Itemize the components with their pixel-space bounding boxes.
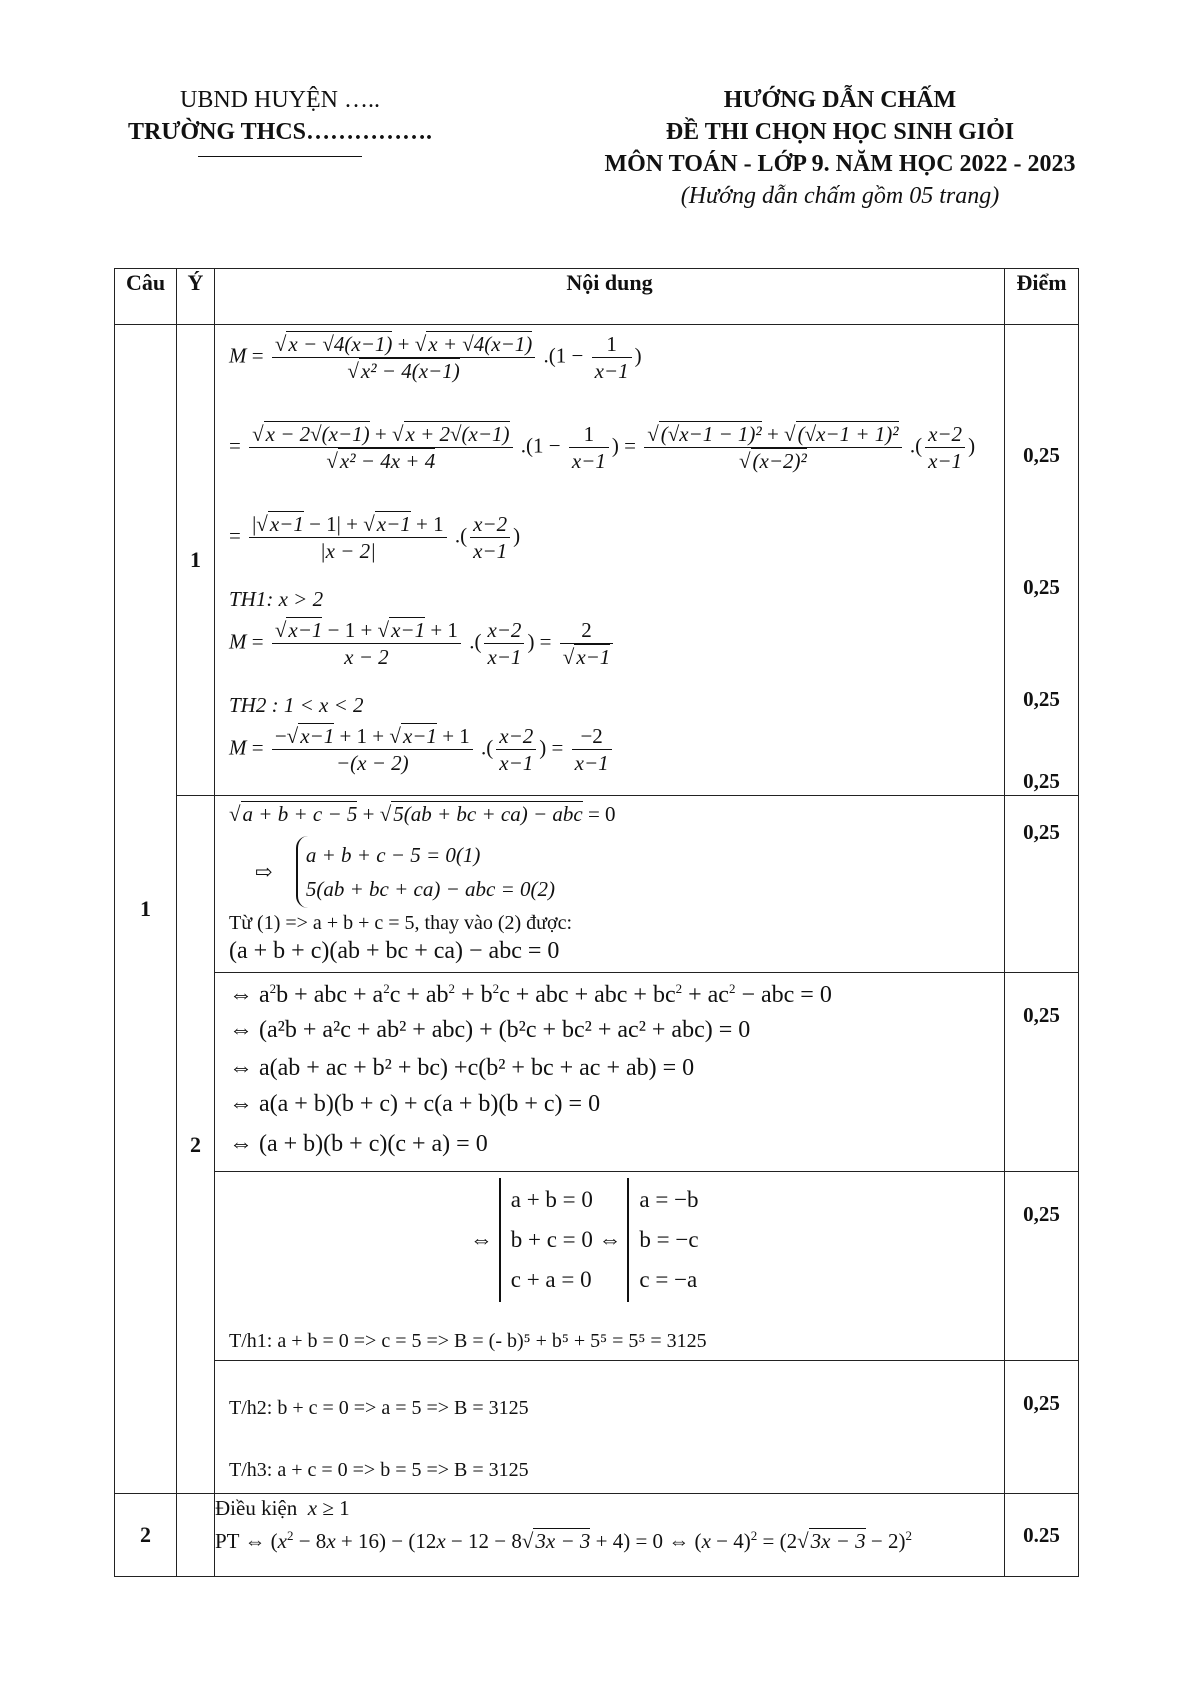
score: 0,25	[1023, 687, 1060, 711]
equation-pt: PT ⇔ $(x^2 - 8x + 16) - (12x - 12 - 8√3x - 3 + 4) = 0$ ⇔ $(x - 4)^2 = (2√3x - 3 - 2)^2$	[215, 1528, 912, 1553]
score: 0,25	[1023, 575, 1060, 599]
score-cell	[1005, 1494, 1079, 1577]
pt-label: PT	[215, 1529, 240, 1553]
table-row	[115, 1361, 1079, 1494]
case-th-h2: T/h2: b + c = 0 => a = 5 => B = 3125	[229, 1397, 529, 1419]
question-number: 1	[115, 325, 177, 1494]
system-equations: ⇨ a + b + c − 5 = 0(1) 5(ab + bc + ca) − abc = 0(2)	[255, 836, 555, 908]
case2-c: c = −a	[639, 1267, 698, 1292]
formula-case1: M = $\frac{√x-1 - 1 + √x-1 + 1}{x - 2}$ .( $\frac{x-2}{x-1}$ ) = $\frac{2}{√x-1}$	[229, 617, 616, 671]
formula-step-1: = $\frac{√x - 2√(x-1) + √x + 2√(x-1)}{\text{√x² − 4x + 4}}$ .(1 − $\frac{1}{x-1}$ ) = $\frac{\text{√(√x−1 − 1)² + √(√x−1 + 1)²}}{\text{√(x−2)²}}$ .( $\frac{x-2}{x-1}$ )	[229, 422, 976, 474]
content-cell	[215, 1494, 1005, 1577]
score-cell	[1005, 1172, 1079, 1361]
formula-step-2: = $\frac{|√x-1 - 1| + √x-1 + 1}{|x - 2|}$ .( $\frac{x-2}{x-1}$ )	[229, 512, 521, 564]
score-cell	[1005, 973, 1079, 1172]
case1-b: b + c = 0	[510, 1227, 593, 1252]
content-cell	[215, 973, 1005, 1172]
col-diem-header: Điểm	[1005, 269, 1079, 325]
question-number: 2	[115, 1494, 177, 1577]
case-th-h3: T/h3: a + c = 0 => b = 5 => B = 3125	[229, 1459, 529, 1481]
page-note: (Hướng dẫn chấm gồm 05 trang)	[680, 183, 1000, 209]
table-row	[115, 796, 1079, 973]
case-th-h1: T/h1: a + b = 0 => c = 5 => B = (- b)⁵ + b⁵ + 5⁵ = 5⁵ = 3125	[229, 1330, 707, 1352]
table-row	[115, 1494, 1079, 1577]
equation-line-5: ⇔ (a + b)(b + c)(c + a) = 0	[229, 1131, 488, 1157]
content-cell	[215, 796, 1005, 973]
score: 0,25	[1023, 1003, 1060, 1027]
case2-b: b = −c	[639, 1227, 699, 1252]
score: 0,25	[1023, 443, 1060, 467]
formula-sqrt-sum: √a + b + c − 5 + √5(ab + bc + ca) − abc = 0	[229, 802, 616, 826]
condition-label: Điều kiện	[215, 1496, 298, 1520]
condition-line: Điều kiện x ≥ 1	[215, 1496, 350, 1520]
col-content-header: Nội dung	[215, 269, 1005, 325]
case1-c: c + a = 0	[510, 1267, 592, 1292]
substitution-text: Từ (1) => a + b + c = 5, thay vào (2) được:	[229, 912, 573, 934]
content-cell	[215, 325, 1005, 796]
score: 0.25	[1023, 1522, 1060, 1547]
table-row	[115, 973, 1079, 1172]
district-name: UBND HUYỆN …..	[180, 87, 380, 113]
table-header-row	[115, 269, 1079, 325]
doc-title: HƯỚNG DẪN CHẤM	[723, 87, 957, 113]
equation-line-4: ⇔ a(a + b)(b + c) + c(a + b)(b + c) = 0	[229, 1091, 601, 1117]
score-cell	[1005, 1361, 1079, 1494]
school-name: TRƯỜNG THCS…………….	[127, 119, 433, 145]
case-th1: TH1: x > 2	[229, 587, 324, 611]
empty-part-cell	[177, 1494, 215, 1577]
score: 0,25	[1023, 1391, 1060, 1415]
header-left	[110, 84, 450, 157]
part-number: 1	[177, 325, 215, 796]
score: 0,25	[1023, 1202, 1060, 1226]
content-cell	[215, 1172, 1005, 1361]
case1-a: a + b = 0	[510, 1187, 593, 1212]
formula-m-def: M = $\frac{√x - √4(x-1) + √x + √4(x-1)}{\text{√x² − 4(x−1)}}$ .(1 − $\frac{1}{x-1}$ )	[229, 332, 642, 384]
exam-title: ĐỀ THI CHỌN HỌC SINH GIỎI	[665, 119, 1015, 145]
table-row	[115, 325, 1079, 796]
header-right	[520, 84, 1160, 212]
sys-eq-1: a + b + c − 5 = 0(1)	[305, 843, 481, 867]
grading-table	[114, 268, 1079, 1577]
score-cell	[1005, 796, 1079, 973]
case-brackets: ⇔ a + b = 0 b + c = 0 c + a = 0 ⇔ a = −b b = −c c = −a	[470, 1178, 699, 1302]
expanded-equation: (a + b + c)(ab + bc + ca) − abc = 0	[229, 938, 560, 964]
score-cell	[1005, 325, 1079, 796]
equation-line-3: ⇔ a(ab + ac + b² + bc) +c(b² + bc + ac + ab) = 0	[229, 1055, 695, 1081]
part-number: 2	[177, 796, 215, 1494]
case2-a: a = −b	[639, 1187, 699, 1212]
col-cau-header: Câu	[115, 269, 177, 325]
score: 0,25	[1023, 820, 1060, 844]
header-divider	[198, 156, 362, 157]
case-th2: TH2 : 1 < x < 2	[229, 693, 364, 717]
subject-title: MÔN TOÁN - LỚP 9. NĂM HỌC 2022 - 2023	[604, 151, 1076, 177]
content-cell	[215, 1361, 1005, 1494]
equation-line-1: ⇔ $a^2b$ + abc + $a^2c + ab^2 + b^2c$ + abc + abc + $bc^2 + ac^2$ − abc = 0	[229, 981, 832, 1008]
equation-line-2: ⇔ (a²b + a²c + ab² + abc) + (b²c + bc² + ac² + abc) = 0	[229, 1017, 751, 1043]
score: 0,25	[1023, 769, 1060, 793]
col-y-header: Ý	[177, 269, 215, 325]
sys-eq-2: 5(ab + bc + ca) − abc = 0(2)	[305, 877, 555, 901]
table-row	[115, 1172, 1079, 1361]
formula-case2: M = $\frac{-√x-1 + 1 + √x-1 + 1}{-(x - 2)}$ .( $\frac{x-2}{x-1}$ ) = $\frac{-2}{x-1}$	[229, 723, 615, 777]
